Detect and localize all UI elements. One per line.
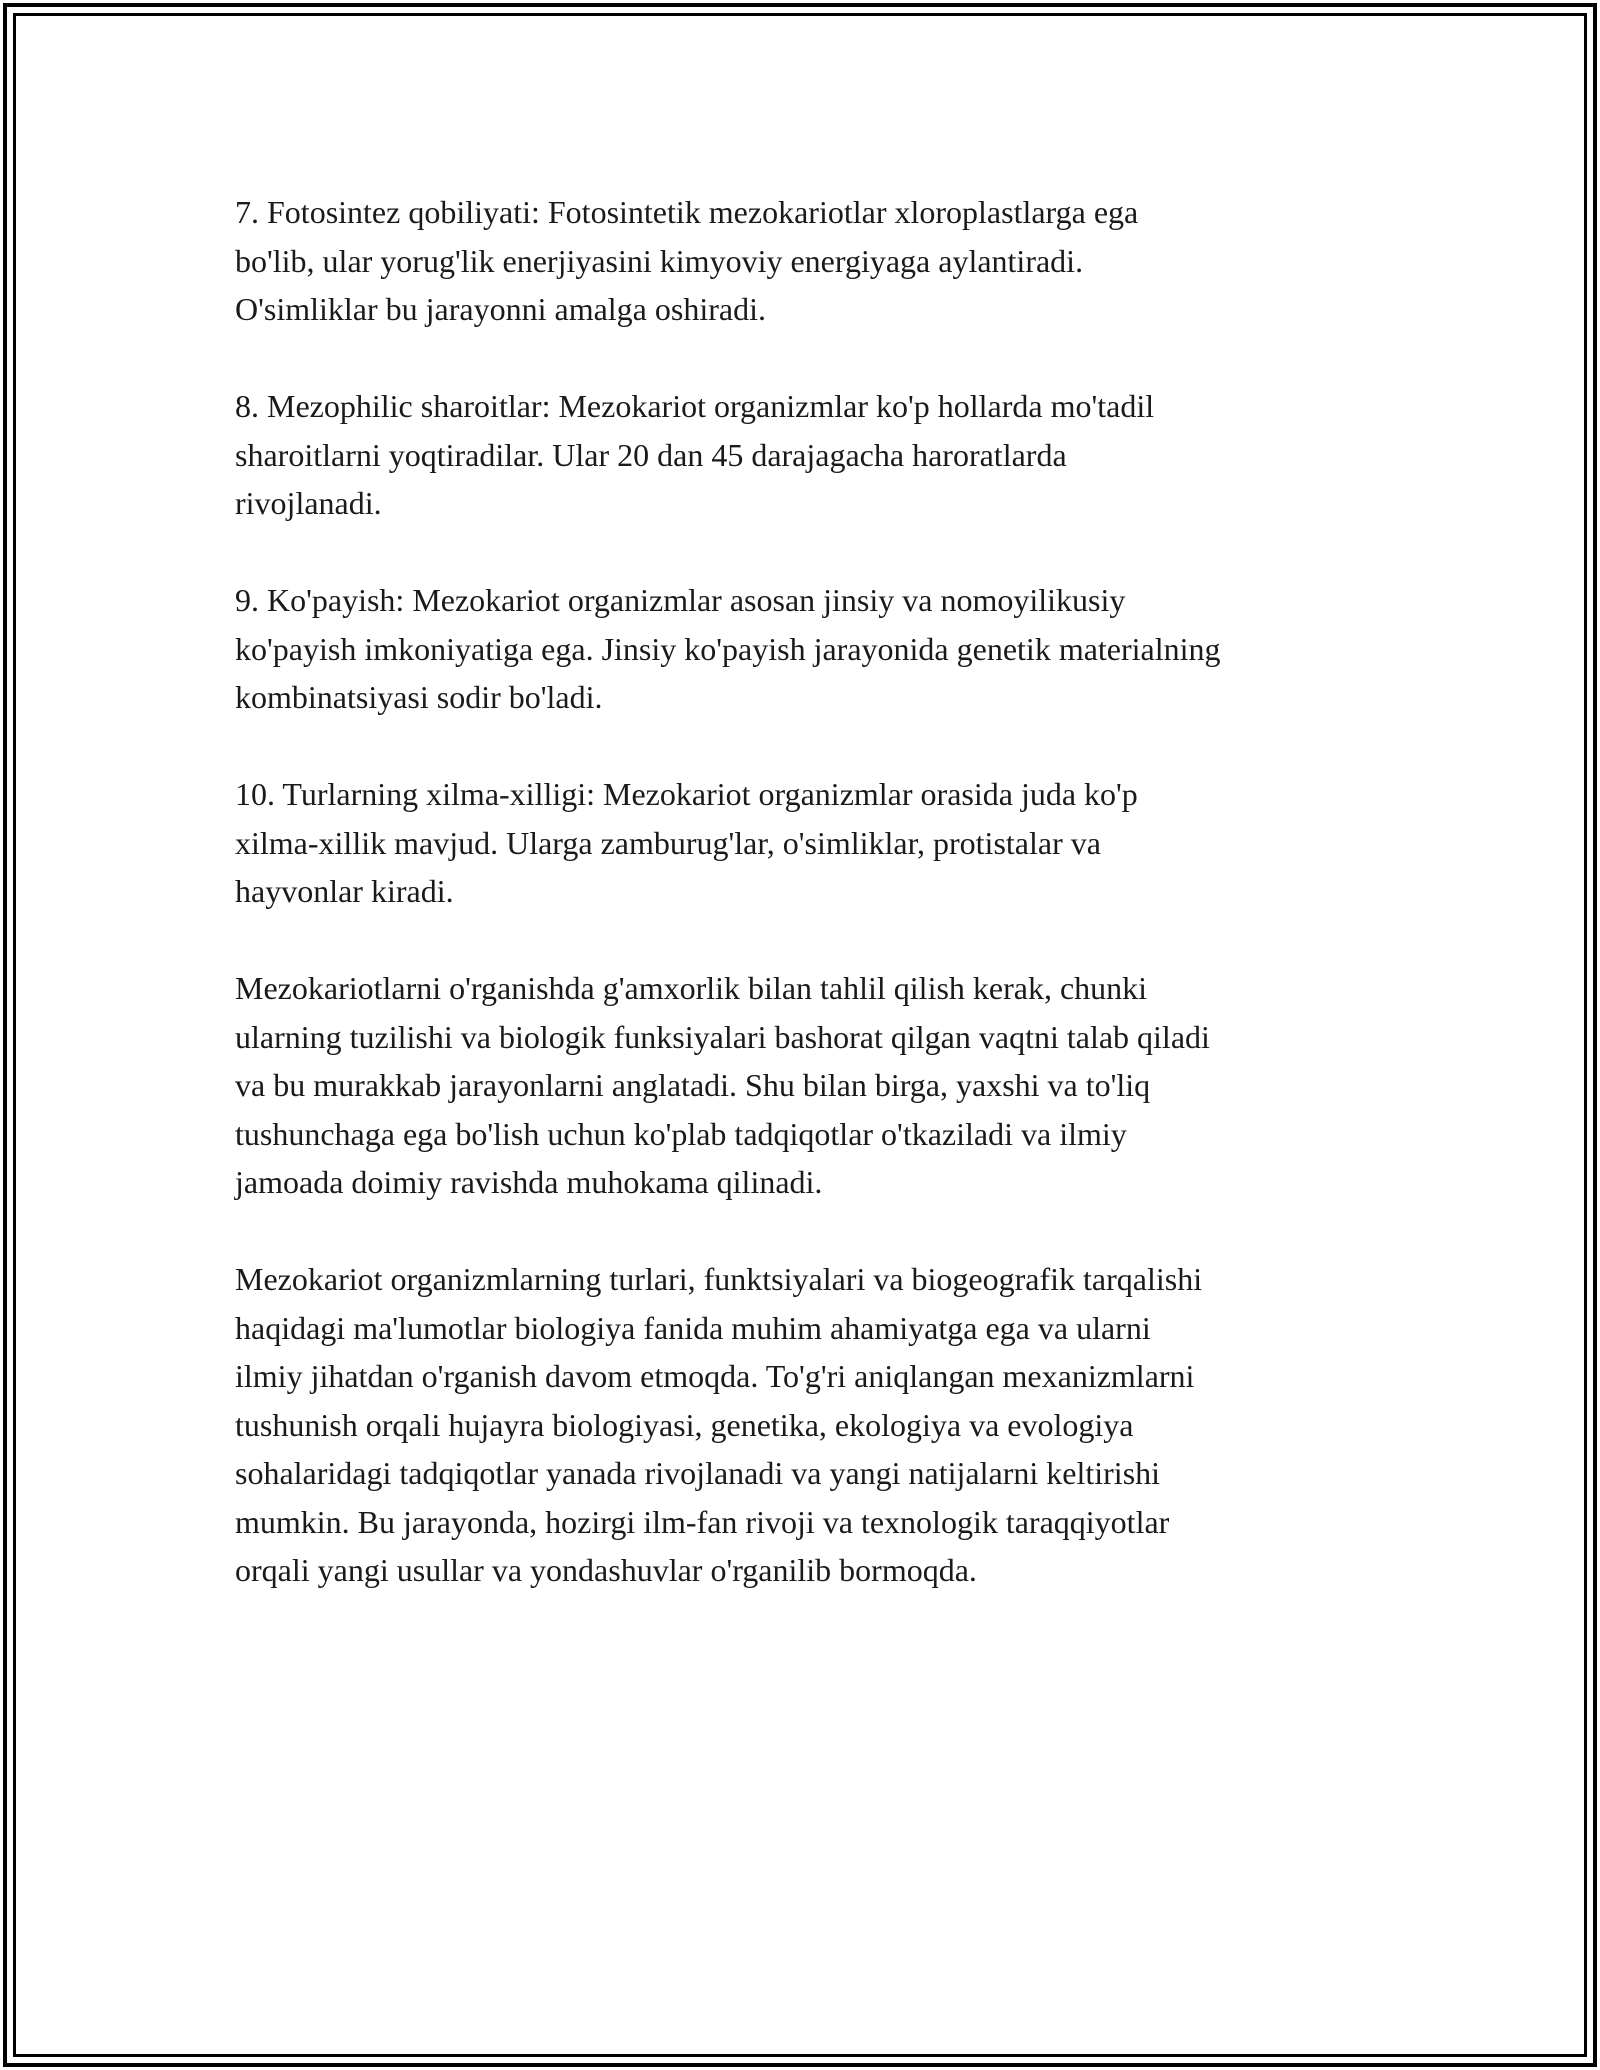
text-line: Mezokariotlarni o'rganishda g'amxorlik bilan tahlil qilish kerak, chunki <box>235 970 1148 1006</box>
paragraph-mesophilic-conditions <box>235 382 1395 528</box>
text-line: O'simliklar bu jarayonni amalga oshiradi. <box>235 291 766 327</box>
text-line: Mezokariot organizmlarning turlari, funktsiyalari va biogeografik tarqalishi <box>235 1261 1203 1297</box>
text-line: 10. Turlarning xilma-xilligi: Mezokariot organizmlar orasida juda ko'p <box>235 776 1138 812</box>
text-line: 7. Fotosintez qobiliyati: Fotosintetik mezokariotlar xloroplastlarga ega <box>235 194 1139 230</box>
text-line: ilmiy jihatdan o'rganish davom etmoqda. To'g'ri aniqlangan mexanizmlarni <box>235 1358 1195 1394</box>
paragraph-reproduction <box>235 576 1395 722</box>
text-line: orqali yangi usullar va yondashuvlar o'rganilib bormoqda. <box>235 1552 977 1588</box>
text-line: va bu murakkab jarayonlarni anglatadi. Shu bilan birga, yaxshi va to'liq <box>235 1067 1151 1103</box>
text-line: 8. Mezophilic sharoitlar: Mezokariot organizmlar ko'p hollarda mo'tadil <box>235 388 1155 424</box>
paragraph-conclusion <box>235 1255 1395 1595</box>
text-line: mumkin. Bu jarayonda, hozirgi ilm-fan rivoji va texnologik taraqqiyotlar <box>235 1503 1170 1540</box>
text-line: sohalaridagi tadqiqotlar yanada rivojlanadi va yangi natijalarni keltirishi <box>235 1455 1161 1491</box>
text-line: ko'payish imkoniyatiga ega. Jinsiy ko'payish jarayonida genetik materialning <box>235 630 1221 667</box>
paragraph-species-diversity <box>235 770 1395 916</box>
text-line: kombinatsiyasi sodir bo'ladi. <box>235 679 603 715</box>
text-line: rivojlanadi. <box>235 485 382 521</box>
text-line: haqidagi ma'lumotlar biologiya fanida muhim ahamiyatga ega va ularni <box>235 1309 1151 1346</box>
text-line: xilma-xillik mavjud. Ularga zamburug'lar, o'simliklar, protistalar va <box>235 824 1101 861</box>
paragraph-photosynthesis <box>235 188 1395 334</box>
text-line: sharoitlarni yoqtiradilar. Ular 20 dan 45 darajagacha haroratlarda <box>235 436 1067 473</box>
text-line: tushunchaga ega bo'lish uchun ko'plab tadqiqotlar o'tkaziladi va ilmiy <box>235 1115 1127 1152</box>
document-body <box>235 188 1395 1643</box>
text-line: hayvonlar kiradi. <box>235 873 454 909</box>
text-line: bo'lib, ular yorug'lik enerjiyasini kimyoviy energiyaga aylantiradi. <box>235 242 1084 279</box>
paragraph-study-analysis <box>235 964 1395 1207</box>
text-line: jamoada doimiy ravishda muhokama qilinadi. <box>235 1164 823 1200</box>
text-line: 9. Ko'payish: Mezokariot organizmlar asosan jinsiy va nomoyilikusiy <box>235 582 1126 618</box>
text-line: tushunish orqali hujayra biologiyasi, genetika, ekologiya va evologiya <box>235 1406 1134 1443</box>
text-line: ularning tuzilishi va biologik funksiyalari bashorat qilgan vaqtni talab qiladi <box>235 1018 1210 1055</box>
